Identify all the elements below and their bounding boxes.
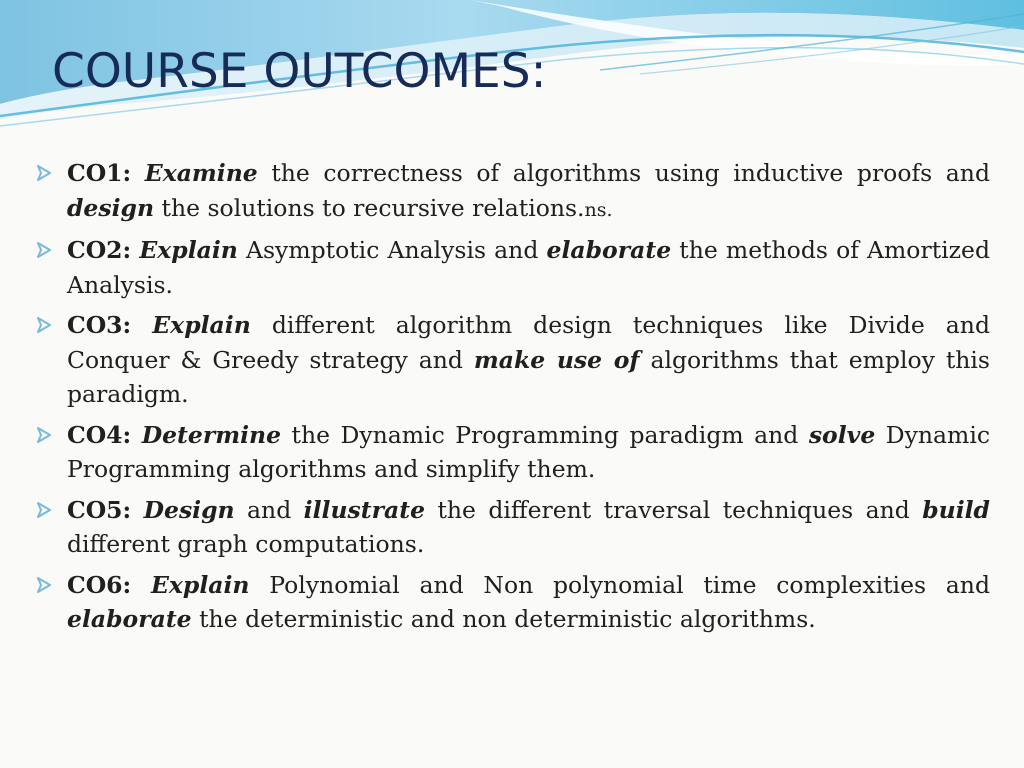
action-verb: Examine <box>144 159 258 187</box>
outcome-item-co3 <box>36 308 990 412</box>
outcome-code: CO5: <box>67 495 132 524</box>
action-verb: Design <box>143 495 235 524</box>
outcome-text: different graph computations. <box>67 530 425 558</box>
course-outcomes-list <box>36 156 990 643</box>
outcome-text: Polynomial and Non polynomial time complexities and <box>249 570 990 599</box>
action-verb: elaborate <box>67 605 192 633</box>
arrowhead-bullet-icon <box>36 427 52 443</box>
outcome-item-co6 <box>36 568 990 637</box>
action-verb: make use of <box>473 345 640 374</box>
arrowhead-bullet-icon <box>36 502 52 518</box>
arrowhead-bullet-icon <box>36 317 52 333</box>
action-verb: elaborate <box>546 236 672 264</box>
outcome-text: the correctness of algorithms using inductive proofs and <box>257 159 990 187</box>
outcome-text: ns. <box>584 198 613 221</box>
slide-title: COURSE OUTCOMES: <box>52 44 547 99</box>
arrowhead-bullet-icon <box>36 577 52 593</box>
action-verb: Explain <box>150 570 250 599</box>
action-verb: illustrate <box>303 495 426 524</box>
action-verb: Explain <box>139 236 238 264</box>
action-verb: Determine <box>141 420 282 449</box>
outcome-code: CO2: <box>67 236 132 264</box>
action-verb: design <box>67 193 155 222</box>
arrowhead-bullet-icon <box>36 242 52 258</box>
outcome-item-co2 <box>36 233 990 302</box>
action-verb: Explain <box>152 311 251 339</box>
outcome-item-co1 <box>36 156 990 227</box>
outcome-code: CO3: <box>67 311 132 339</box>
outcome-text: the Dynamic Programming paradigm and <box>281 420 809 449</box>
outcome-text: and <box>234 495 304 524</box>
outcome-text: the solutions to recursive relations. <box>154 193 585 222</box>
outcome-item-co4 <box>36 418 990 487</box>
arrowhead-bullet-icon <box>36 165 52 181</box>
outcome-text: Asymptotic Analysis and <box>237 236 547 264</box>
outcome-text: the methods of Amortized Analysis. <box>67 236 990 299</box>
outcome-code: CO6: <box>67 570 132 599</box>
outcome-text: algorithms that employ this paradigm. <box>67 345 990 408</box>
outcome-text: the deterministic and non deterministic algorithms. <box>191 605 816 633</box>
action-verb: build <box>922 495 990 524</box>
outcome-text: different algorithm design techniques like Divide and Conquer & Greedy strategy and <box>67 311 990 374</box>
outcome-code: CO4: <box>67 420 132 449</box>
outcome-text: the different traversal techniques and <box>425 495 923 524</box>
outcome-text: Dynamic Programming algorithms and simplify them. <box>67 420 990 483</box>
outcome-item-co5 <box>36 493 990 562</box>
outcome-code: CO1: <box>67 159 132 187</box>
action-verb: solve <box>808 420 876 449</box>
